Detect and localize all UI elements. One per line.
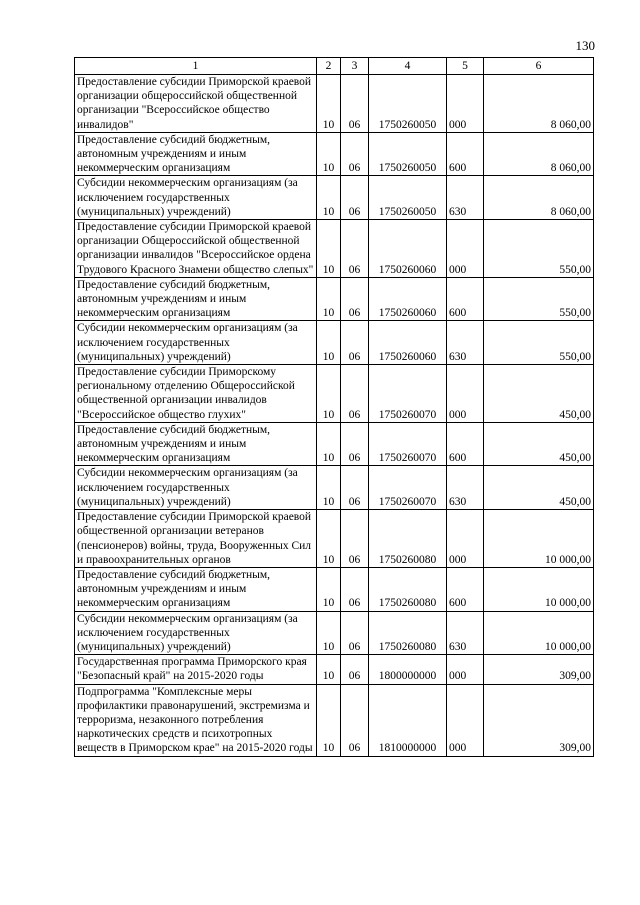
row-expense-type: 600 — [447, 567, 484, 611]
row-section: 10 — [317, 466, 341, 510]
row-section: 10 — [317, 422, 341, 466]
row-description: Субсидии некоммерческим организациям (за исключением государственных (муниципальных) учреждений) — [75, 611, 317, 655]
row-section: 10 — [317, 365, 341, 423]
row-section: 10 — [317, 567, 341, 611]
table-row — [75, 655, 594, 684]
row-section: 10 — [317, 220, 341, 278]
table-row — [75, 567, 594, 611]
row-subsection: 06 — [341, 321, 369, 365]
row-amount: 10 000,00 — [484, 510, 594, 568]
page-number: 130 — [575, 38, 595, 53]
row-amount: 8 060,00 — [484, 132, 594, 176]
table-row — [75, 220, 594, 278]
row-target-code: 1810000000 — [369, 684, 447, 756]
table-row — [75, 466, 594, 510]
row-subsection: 06 — [341, 466, 369, 510]
row-section: 10 — [317, 277, 341, 321]
row-subsection: 06 — [341, 75, 369, 133]
table-row — [75, 277, 594, 321]
row-description: Государственная программа Приморского края "Безопасный край" на 2015-2020 годы — [75, 655, 317, 684]
row-target-code: 1750260050 — [369, 132, 447, 176]
table-body — [75, 75, 594, 757]
row-expense-type: 630 — [447, 321, 484, 365]
row-section: 10 — [317, 321, 341, 365]
table-header-row — [75, 58, 594, 75]
row-target-code: 1750260070 — [369, 466, 447, 510]
table-row — [75, 684, 594, 756]
row-subsection: 06 — [341, 176, 369, 220]
row-amount: 550,00 — [484, 277, 594, 321]
row-description: Предоставление субсидии Приморскому региональному отделению Общероссийской общественной организации инвалидов "Всероссийское общество глухих" — [75, 365, 317, 423]
row-section: 10 — [317, 75, 341, 133]
row-subsection: 06 — [341, 611, 369, 655]
row-target-code: 1750260050 — [369, 176, 447, 220]
row-amount: 450,00 — [484, 422, 594, 466]
column-header: 2 — [317, 58, 341, 75]
column-header: 6 — [484, 58, 594, 75]
row-description: Субсидии некоммерческим организациям (за исключением государственных (муниципальных) учреждений) — [75, 466, 317, 510]
row-description: Субсидии некоммерческим организациям (за исключением государственных (муниципальных) учреждений) — [75, 321, 317, 365]
row-description: Субсидии некоммерческим организациям (за исключением государственных (муниципальных) учреждений) — [75, 176, 317, 220]
row-amount: 450,00 — [484, 365, 594, 423]
row-target-code: 1750260060 — [369, 220, 447, 278]
row-amount: 550,00 — [484, 220, 594, 278]
table-row — [75, 365, 594, 423]
table-row — [75, 321, 594, 365]
row-subsection: 06 — [341, 422, 369, 466]
row-expense-type: 630 — [447, 176, 484, 220]
row-section: 10 — [317, 684, 341, 756]
row-amount: 309,00 — [484, 684, 594, 756]
row-target-code: 1750260080 — [369, 611, 447, 655]
row-description: Предоставление субсидии Приморской краевой организации Общероссийской общественной организации инвалидов "Всероссийское ордена Трудового Красного Знамени общество слепых" — [75, 220, 317, 278]
column-header: 4 — [369, 58, 447, 75]
row-expense-type: 000 — [447, 684, 484, 756]
row-subsection: 06 — [341, 684, 369, 756]
row-expense-type: 600 — [447, 422, 484, 466]
row-expense-type: 000 — [447, 75, 484, 133]
row-expense-type: 000 — [447, 365, 484, 423]
column-header: 3 — [341, 58, 369, 75]
row-expense-type: 600 — [447, 132, 484, 176]
row-target-code: 1800000000 — [369, 655, 447, 684]
table-row — [75, 611, 594, 655]
row-target-code: 1750260060 — [369, 277, 447, 321]
row-description: Предоставление субсидий бюджетным, автономным учреждениям и иным некоммерческим организациям — [75, 422, 317, 466]
column-header: 5 — [447, 58, 484, 75]
row-subsection: 06 — [341, 132, 369, 176]
row-section: 10 — [317, 132, 341, 176]
row-section: 10 — [317, 510, 341, 568]
row-description: Предоставление субсидии Приморской краевой общественной организации ветеранов (пенсионеров) войны, труда, Вооруженных Сил и правоохранительных органов — [75, 510, 317, 568]
row-expense-type: 000 — [447, 655, 484, 684]
row-section: 10 — [317, 176, 341, 220]
row-target-code: 1750260050 — [369, 75, 447, 133]
row-amount: 450,00 — [484, 466, 594, 510]
row-target-code: 1750260080 — [369, 510, 447, 568]
table-row — [75, 75, 594, 133]
row-subsection: 06 — [341, 220, 369, 278]
table-row — [75, 422, 594, 466]
row-description: Предоставление субсидии Приморской краевой организации общероссийской общественной организации "Всероссийское общество инвалидов" — [75, 75, 317, 133]
row-amount: 10 000,00 — [484, 567, 594, 611]
row-description: Предоставление субсидий бюджетным, автономным учреждениям и иным некоммерческим организациям — [75, 132, 317, 176]
row-description: Предоставление субсидий бюджетным, автономным учреждениям и иным некоммерческим организациям — [75, 567, 317, 611]
row-amount: 550,00 — [484, 321, 594, 365]
row-target-code: 1750260080 — [369, 567, 447, 611]
budget-table — [74, 57, 594, 757]
table-row — [75, 176, 594, 220]
table-row — [75, 132, 594, 176]
row-expense-type: 000 — [447, 220, 484, 278]
row-expense-type: 000 — [447, 510, 484, 568]
row-subsection: 06 — [341, 277, 369, 321]
row-description: Предоставление субсидий бюджетным, автономным учреждениям и иным некоммерческим организациям — [75, 277, 317, 321]
row-target-code: 1750260070 — [369, 422, 447, 466]
row-expense-type: 630 — [447, 611, 484, 655]
row-target-code: 1750260070 — [369, 365, 447, 423]
row-section: 10 — [317, 611, 341, 655]
row-amount: 309,00 — [484, 655, 594, 684]
row-subsection: 06 — [341, 510, 369, 568]
row-section: 10 — [317, 655, 341, 684]
row-amount: 8 060,00 — [484, 75, 594, 133]
row-expense-type: 600 — [447, 277, 484, 321]
row-subsection: 06 — [341, 655, 369, 684]
table-row — [75, 510, 594, 568]
row-description: Подпрограмма "Комплексные меры профилактики правонарушений, экстремизма и терроризма, незаконного потребления наркотических средств и психотропных веществ в Приморском крае" на 2015-2020 годы — [75, 684, 317, 756]
row-target-code: 1750260060 — [369, 321, 447, 365]
row-amount: 8 060,00 — [484, 176, 594, 220]
row-subsection: 06 — [341, 567, 369, 611]
row-subsection: 06 — [341, 365, 369, 423]
column-header: 1 — [75, 58, 317, 75]
row-expense-type: 630 — [447, 466, 484, 510]
row-amount: 10 000,00 — [484, 611, 594, 655]
